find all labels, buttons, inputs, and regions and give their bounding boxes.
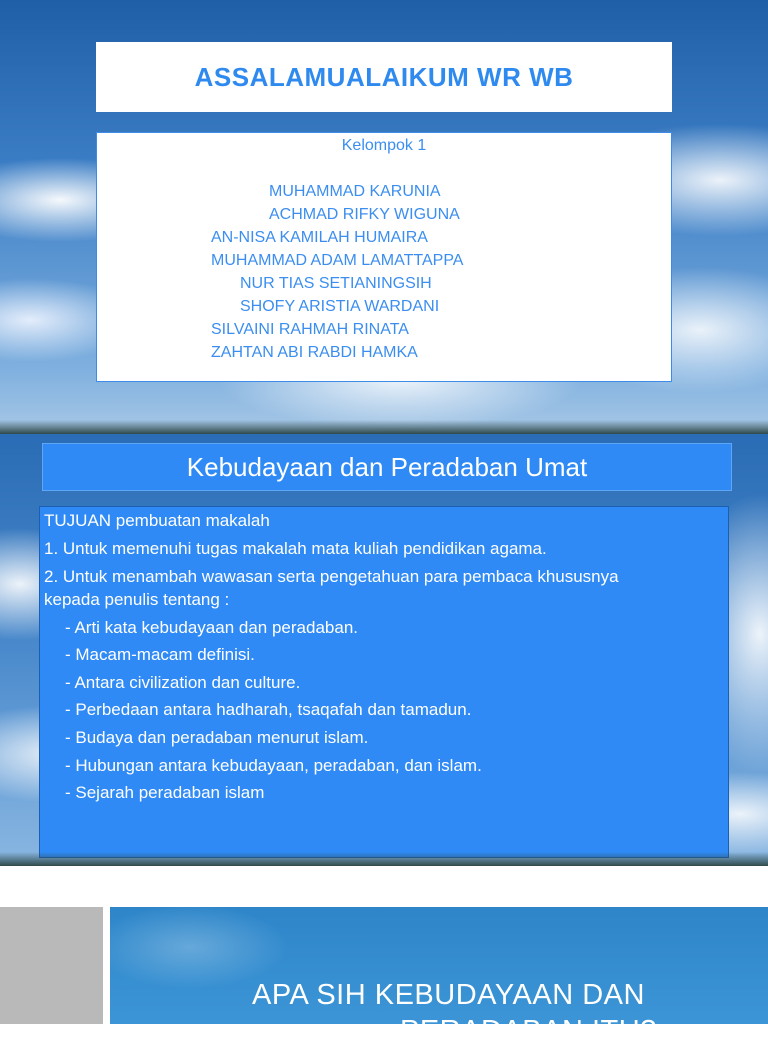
greeting-title-box: [96, 42, 672, 112]
topic-item: - Sejarah peradaban islam: [65, 783, 265, 802]
objective-point-2a: 2. Untuk menambah wawasan serta pengetahuan para pembaca khususnya: [44, 567, 619, 586]
topic-item: - Macam-macam definisi.: [65, 645, 255, 664]
member-name: SILVAINI RAHMAH RINATA: [211, 321, 409, 338]
slide-3-title-line-1: APA SIH KEBUDAYAAN DAN: [252, 979, 645, 1011]
member-name: MUHAMMAD ADAM LAMATTAPPA: [211, 252, 464, 269]
group-label: Kelompok 1: [341, 137, 427, 154]
content-box: [39, 506, 729, 858]
slide-2-title-box: [42, 443, 732, 491]
gray-strip: [0, 907, 103, 1024]
slide-2: [0, 434, 768, 866]
title-panel: [110, 907, 768, 1047]
topic-item: - Arti kata kebudayaan dan peradaban.: [65, 618, 358, 637]
treeline: [0, 852, 768, 866]
member-name: NUR TIAS SETIANINGSIH: [240, 275, 432, 292]
slide-3: [0, 866, 768, 1047]
member-name: AN-NISA KAMILAH HUMAIRA: [211, 229, 428, 246]
treeline: [0, 420, 768, 434]
greeting-title: ASSALAMUALAIKUM WR WB: [194, 61, 574, 92]
topic-item: - Hubungan antara kebudayaan, peradaban, dan islam.: [65, 756, 482, 775]
slide-3-title-line-2: PERADABAN ITU?: [400, 1015, 657, 1047]
topic-item: - Antara civilization dan culture.: [65, 673, 301, 692]
member-name: ACHMAD RIFKY WIGUNA: [269, 206, 460, 223]
members-box: [96, 132, 672, 382]
member-name: ZAHTAN ABI RABDI HAMKA: [211, 344, 418, 361]
topic-item: - Perbedaan antara hadharah, tsaqafah dan tamadun.: [65, 700, 472, 719]
objective-point-2b: kepada penulis tentang :: [44, 590, 230, 609]
objective-point-1: 1. Untuk memenuhi tugas makalah mata kuliah pendidikan agama.: [44, 539, 547, 558]
member-name: SHOFY ARISTIA WARDANI: [240, 298, 440, 315]
slide-1: [0, 0, 768, 434]
member-name: MUHAMMAD KARUNIA: [269, 183, 441, 200]
objective-heading: TUJUAN pembuatan makalah: [44, 511, 270, 530]
topic-item: - Budaya dan peradaban menurut islam.: [65, 728, 369, 747]
slide-2-title: Kebudayaan dan Peradaban Umat: [186, 451, 588, 482]
